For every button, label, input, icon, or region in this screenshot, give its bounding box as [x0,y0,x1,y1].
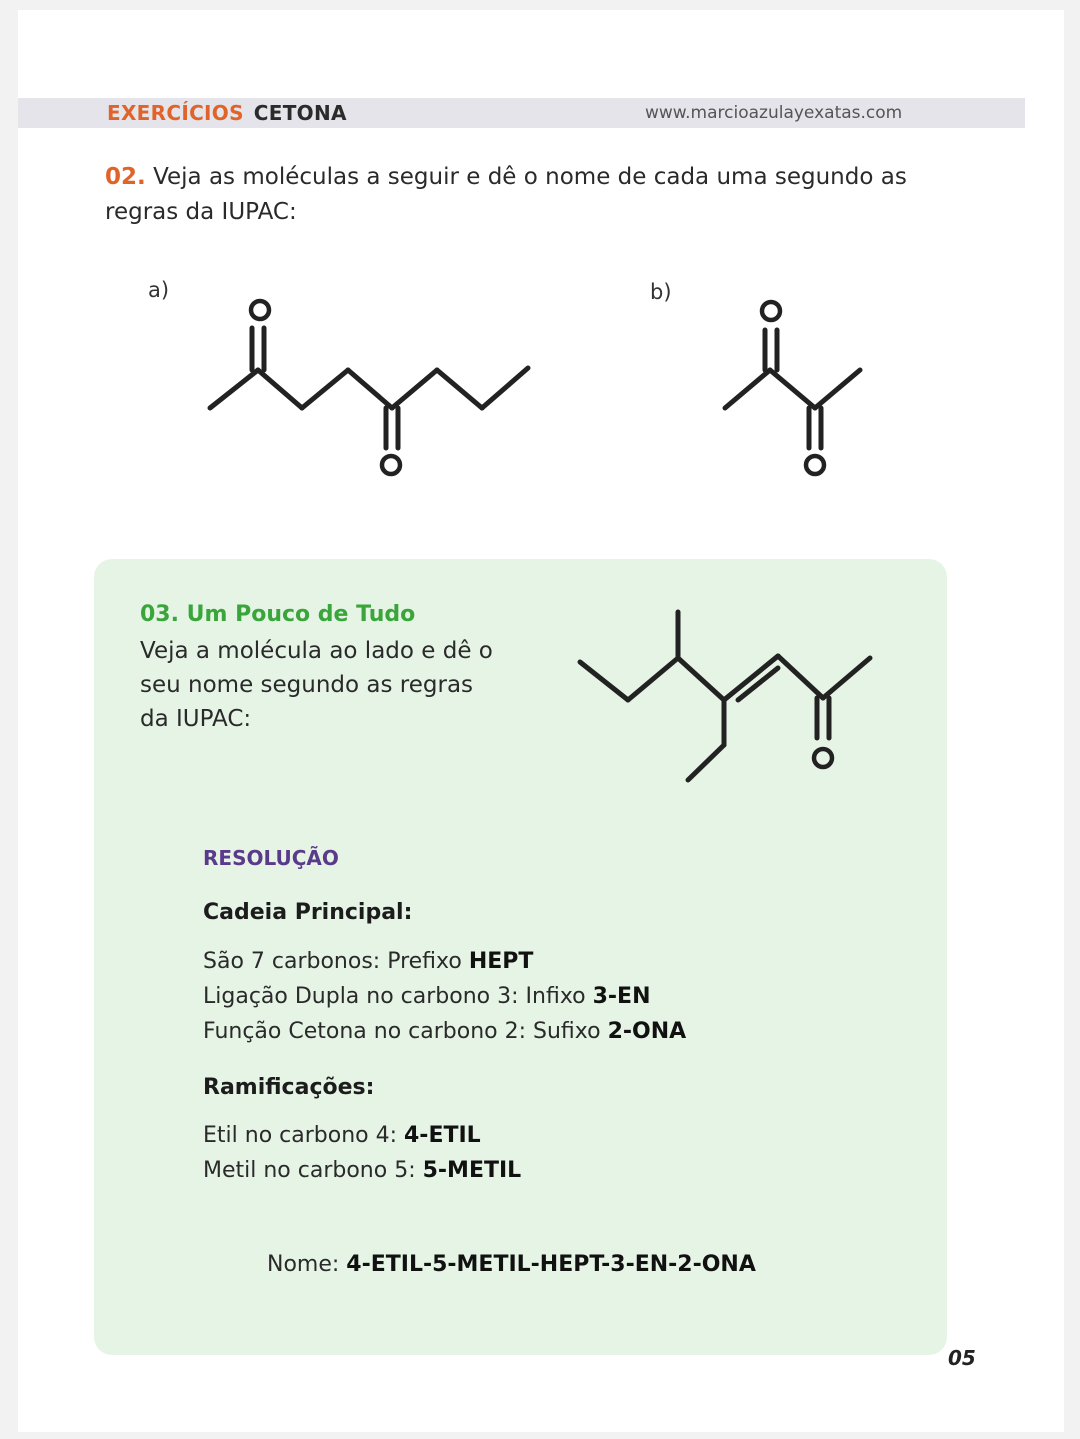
main-chain-line: Função Cetona no carbono 2: Sufixo 2-ONA [203,1019,687,1044]
question-03-text: Veja a molécula ao lado e dê o seu nome segundo as regras da IUPAC: [140,638,493,732]
main-chain-line: Ligação Dupla no carbono 3: Infixo 3-EN [203,984,651,1009]
final-name-label: Nome: [267,1252,347,1277]
molecule-a-label: a) [148,278,170,302]
main-chain-lines [203,944,686,1049]
question-02-text: Veja as moléculas a seguir e dê o nome de cada uma segundo as regras da IUPAC: [105,164,907,225]
question-03-title: 03. Um Pouco de Tudo [140,602,416,627]
branch-line: Etil no carbono 4: 4-ETIL [203,1123,481,1148]
final-name-value: 4-ETIL-5-METIL-HEPT-3-EN-2-ONA [346,1252,756,1277]
page-number: 05 [948,1346,976,1370]
main-chain-heading: Cadeia Principal: [203,900,413,925]
header-topic: CETONA [253,101,347,125]
resolution-heading: RESOLUÇÃO [203,846,339,870]
branches-heading: Ramificações: [203,1075,375,1100]
branches-lines [203,1118,521,1188]
final-name [267,1252,756,1277]
question-02-number: 02. [105,164,146,190]
main-chain-line: São 7 carbonos: Prefixo HEPT [203,949,534,974]
oxygen-atom [814,749,832,767]
header-section: EXERCÍCIOS [107,101,244,125]
molecule-b-label: b) [650,280,672,304]
header-url: www.marcioazulayexatas.com [645,103,903,123]
branch-line: Metil no carbono 5: 5-METIL [203,1158,522,1183]
